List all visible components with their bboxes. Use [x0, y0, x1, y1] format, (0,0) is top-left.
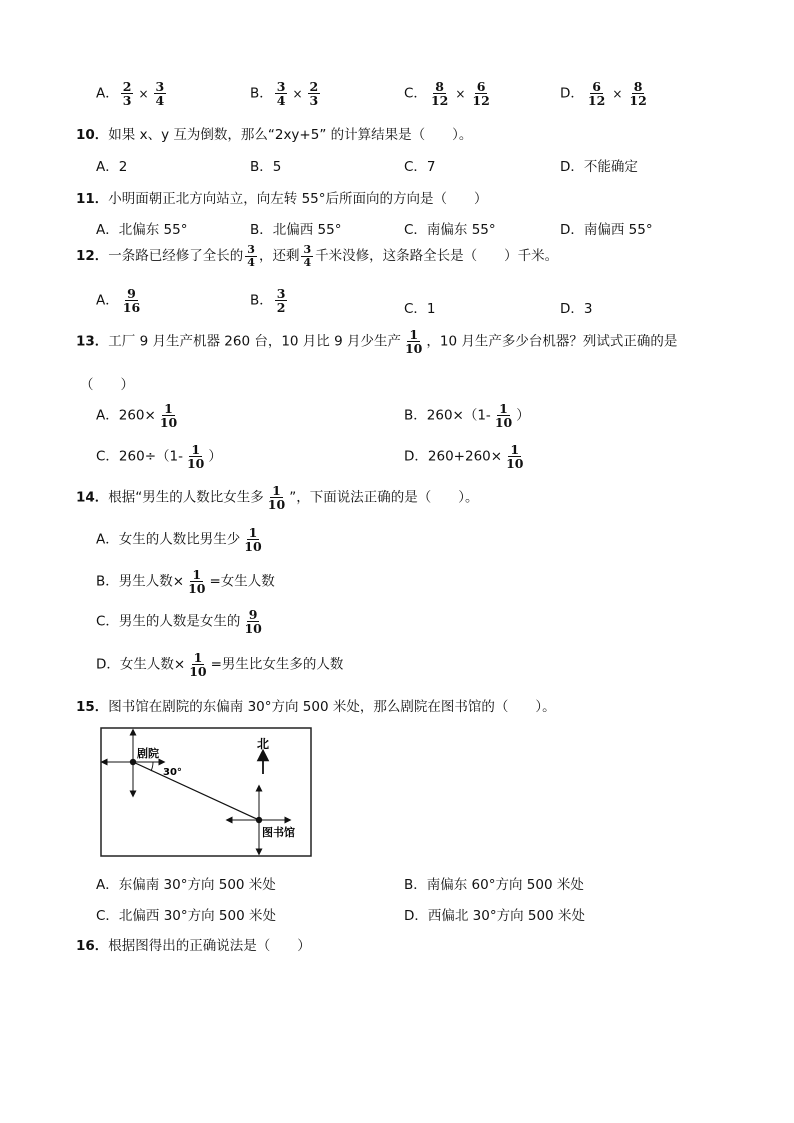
north-label: 北 [257, 737, 270, 751]
q14-option-d[interactable]: D．女生人数× $\frac{1}{10}$ =男生比女生多的人数 [96, 650, 344, 680]
fraction: $\frac{6}{12}$ [472, 79, 490, 109]
theater-label: 剧院 [137, 747, 159, 760]
fraction: $\frac{3}{4}$ [247, 243, 255, 269]
q11-stem: 11．小明面朝正北方向站立，向左转 55°后所面向的方向是（ ） [76, 191, 488, 207]
q13-stem-cont: （ ） [80, 377, 134, 393]
q15-option-b[interactable]: B．南偏东 60°方向 500 米处 [404, 877, 584, 893]
fraction: $\frac{1}{10}$ [404, 327, 423, 357]
fraction: $\frac{1}{10}$ [159, 401, 178, 431]
fraction: $\frac{1}{10}$ [267, 483, 286, 513]
q9-option-b[interactable]: B． $\frac{3}{4}$ × $\frac{2}{3}$ [250, 79, 319, 109]
q12-option-a[interactable]: A． $\frac{9}{16}$ [96, 286, 141, 316]
q9-option-c[interactable]: C． $\frac{8}{12}$ × $\frac{6}{12}$ [404, 79, 490, 109]
fraction: $\frac{8}{12}$ [629, 79, 647, 109]
q10-stem: 10．如果 x、y 互为倒数，那么“2xy+5” 的计算结果是（ ）。 [76, 127, 473, 143]
q15-option-c[interactable]: C．北偏西 30°方向 500 米处 [96, 908, 276, 924]
q10-option-a[interactable]: A．2 [96, 159, 128, 175]
q12-option-c[interactable]: C．1 [404, 301, 436, 317]
q10-option-d[interactable]: D．不能确定 [560, 159, 638, 175]
q13-option-a[interactable]: A．260× $\frac{1}{10}$ [96, 401, 178, 431]
fraction: $\frac{2}{3}$ [122, 79, 132, 109]
q15-option-d[interactable]: D．西偏北 30°方向 500 米处 [404, 908, 585, 924]
q11-option-d[interactable]: D．南偏西 55° [560, 222, 653, 238]
fraction: $\frac{2}{3}$ [309, 79, 319, 109]
q13-option-b[interactable]: B．260×（1- $\frac{1}{10}$ ） [404, 401, 530, 431]
q13-stem: 13．工厂 9 月生产机器 260 台，10 月比 9 月少生产 $\frac{1}{10}$ ，10 月生产多少台机器？列试式正确的是 [76, 327, 678, 357]
q15-stem: 15．图书馆在剧院的东偏南 30°方向 500 米处，那么剧院在图书馆的（ ）。 [76, 699, 556, 715]
fraction: $\frac{9}{10}$ [244, 607, 262, 637]
q14-option-b[interactable]: B．男生人数× $\frac{1}{10}$ =女生人数 [96, 567, 275, 597]
q12-option-d[interactable]: D．3 [560, 301, 593, 317]
fraction: $\frac{3}{4}$ [303, 243, 312, 269]
q9-option-d[interactable]: D． $\frac{6}{12}$ × $\frac{8}{12}$ [560, 79, 647, 109]
angle-label: 30° [163, 767, 182, 778]
q16-stem: 16．根据图得出的正确说法是（ ） [76, 938, 311, 954]
q12-stem: 12．一条路已经修了全长的 $\frac{3}{4}$ ，还剩 $\frac{3}{4}$ 千米没修，这条路全长是（ ）千米。 [76, 243, 559, 269]
q11-option-c[interactable]: C．南偏东 55° [404, 222, 496, 238]
fraction: $\frac{1}{10}$ [244, 525, 262, 555]
angle-arc [151, 762, 153, 771]
direction-diagram [96, 724, 316, 860]
q13-option-d[interactable]: D．260+260× $\frac{1}{10}$ [404, 442, 524, 472]
q10-option-b[interactable]: B．5 [250, 159, 282, 175]
q12-option-b[interactable]: B． $\frac{3}{2}$ [250, 286, 286, 316]
fraction: $\frac{3}{4}$ [155, 79, 165, 109]
q13-option-c[interactable]: C．260÷（1- $\frac{1}{10}$ ） [96, 442, 222, 472]
library-label: 图书馆 [262, 826, 295, 839]
library-point [256, 817, 262, 823]
q14-option-c[interactable]: C．男生的人数是女生的 $\frac{9}{10}$ [96, 607, 262, 637]
q14-option-a[interactable]: A．女生的人数比男生少 $\frac{1}{10}$ [96, 525, 262, 555]
fraction: $\frac{3}{4}$ [276, 79, 286, 109]
fraction: $\frac{1}{10}$ [186, 442, 205, 472]
fraction: $\frac{6}{12}$ [587, 79, 606, 109]
fraction: $\frac{3}{2}$ [276, 286, 286, 316]
fraction: $\frac{9}{16}$ [122, 286, 141, 316]
q10-option-c[interactable]: C．7 [404, 159, 436, 175]
fraction: $\frac{1}{10}$ [494, 401, 513, 431]
q11-option-b[interactable]: B．北偏西 55° [250, 222, 342, 238]
fraction: $\frac{1}{10}$ [189, 650, 207, 680]
fraction: $\frac{1}{10}$ [506, 442, 524, 472]
fraction: $\frac{8}{12}$ [430, 79, 449, 109]
fraction: $\frac{1}{10}$ [188, 567, 206, 597]
q9-option-a[interactable]: A． $\frac{2}{3}$ × $\frac{3}{4}$ [96, 79, 165, 109]
route-line [133, 762, 259, 820]
q14-stem: 14．根据“男生的人数比女生多 $\frac{1}{10}$ ”，下面说法正确的是（ ）。 [76, 483, 479, 513]
q11-option-a[interactable]: A．北偏东 55° [96, 222, 188, 238]
q15-option-a[interactable]: A．东偏南 30°方向 500 米处 [96, 877, 276, 893]
